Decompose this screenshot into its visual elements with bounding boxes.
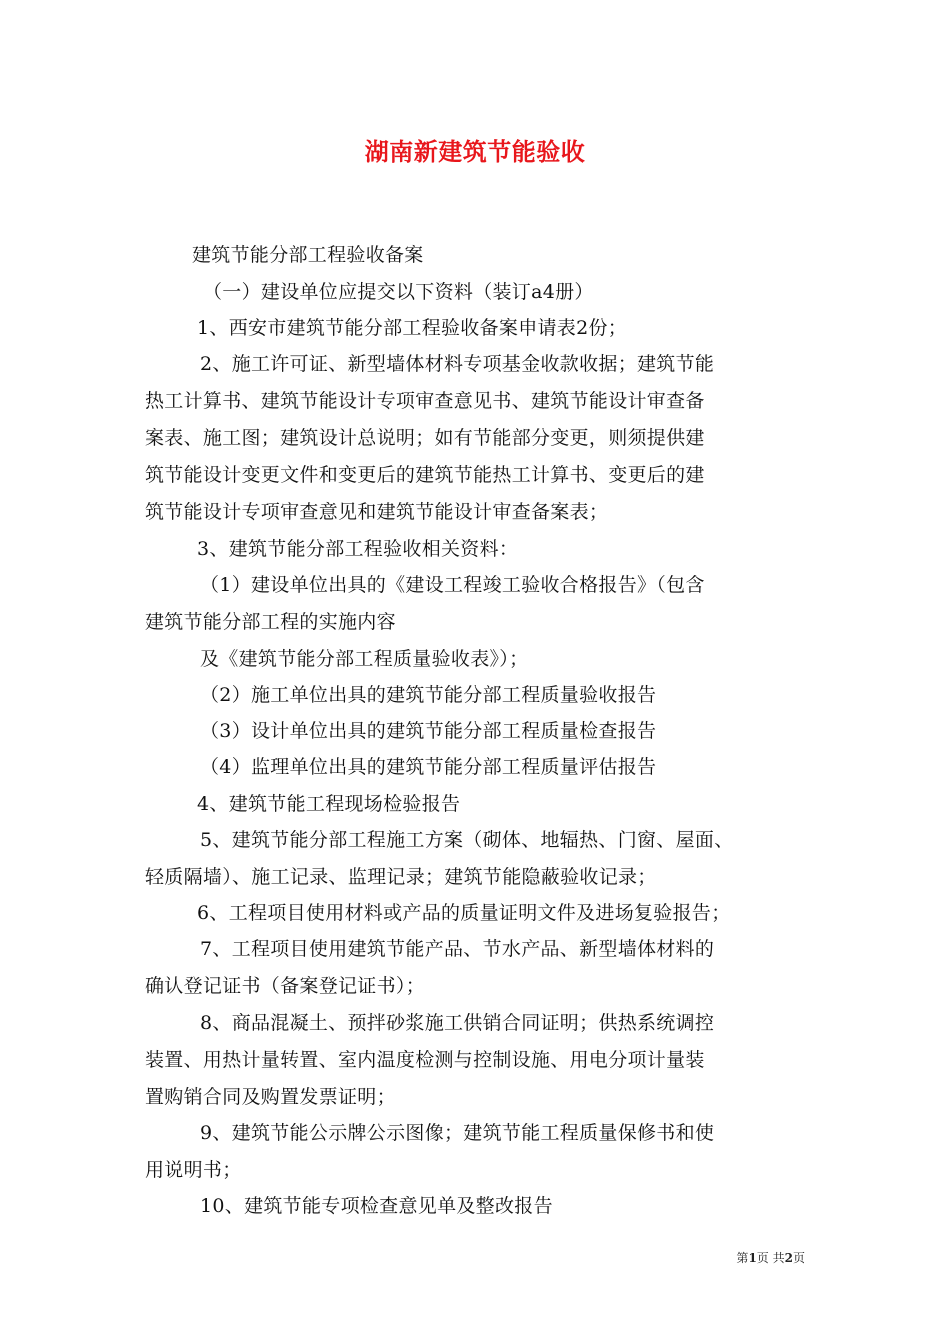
- paragraph-line: （2）施工单位出具的建筑节能分部工程质量验收报告: [200, 684, 657, 706]
- footer-suffix: 页: [792, 1251, 805, 1265]
- paragraph-line: 轻质隔墙）、施工记录、监理记录；建筑节能隐蔽验收记录；: [145, 866, 657, 888]
- footer-prefix: 第: [736, 1251, 749, 1265]
- paragraph-line: 建筑节能分部工程的实施内容: [145, 611, 396, 633]
- paragraph-line: （1）建设单位出具的《建设工程竣工验收合格报告》（包含: [200, 574, 705, 596]
- paragraph-line: 热工计算书、建筑节能设计专项审查意见书、建筑节能设计审查备: [145, 390, 705, 412]
- paragraph-line: 筑节能设计专项审查意见和建筑节能设计审查备案表；: [145, 501, 609, 523]
- paragraph-line: 4、建筑节能工程现场检验报告: [197, 793, 461, 815]
- paragraph-line: （4）监理单位出具的建筑节能分部工程质量评估报告: [200, 756, 657, 778]
- paragraph-line: 10、建筑节能专项检查意见单及整改报告: [200, 1195, 553, 1217]
- paragraph-line: 9、建筑节能公示牌公示图像；建筑节能工程质量保修书和使: [200, 1122, 715, 1144]
- paragraph-line: 8、商品混凝土、预拌砂浆施工供销合同证明；供热系统调控: [200, 1012, 715, 1034]
- page-footer: [0, 1249, 805, 1266]
- footer-current-page: 1: [748, 1251, 757, 1265]
- paragraph-line: 1、西安市建筑节能分部工程验收备案申请表2份；: [197, 317, 628, 339]
- paragraph-line: 用说明书；: [145, 1159, 242, 1181]
- paragraph-line: 2、施工许可证、新型墙体材料专项基金收款收据；建筑节能: [200, 353, 715, 375]
- paragraph-line: 7、工程项目使用建筑节能产品、节水产品、新型墙体材料的: [200, 938, 715, 960]
- paragraph-line: 建筑节能分部工程验收备案: [192, 244, 424, 266]
- paragraph-line: 5、建筑节能分部工程施工方案（砌体、地辐热、门窗、屋面、: [200, 829, 734, 851]
- paragraph-line: 置购销合同及购置发票证明；: [145, 1086, 396, 1108]
- footer-total-pages: 2: [784, 1251, 793, 1265]
- paragraph-line: 及《建筑节能分部工程质量验收表》）；: [200, 648, 529, 670]
- footer-middle: 页 共: [756, 1251, 785, 1265]
- paragraph-line: 6、工程项目使用材料或产品的质量证明文件及进场复验报告；: [197, 902, 731, 924]
- paragraph-line: 装置、用热计量转置、室内温度检测与控制设施、用电分项计量装: [145, 1049, 705, 1071]
- document-title: 湖南新建筑节能验收: [364, 137, 586, 166]
- paragraph-line: （3）设计单位出具的建筑节能分部工程质量检查报告: [200, 720, 657, 742]
- paragraph-line: （一）建设单位应提交以下资料（装订a4册）: [203, 281, 594, 303]
- paragraph-line: 筑节能设计变更文件和变更后的建筑节能热工计算书、变更后的建: [145, 464, 705, 486]
- paragraph-line: 案表、施工图；建筑设计总说明；如有节能部分变更，则须提供建: [145, 427, 705, 449]
- paragraph-line: 确认登记证书（备案登记证书）；: [145, 975, 426, 997]
- paragraph-line: 3、建筑节能分部工程验收相关资料：: [197, 538, 519, 560]
